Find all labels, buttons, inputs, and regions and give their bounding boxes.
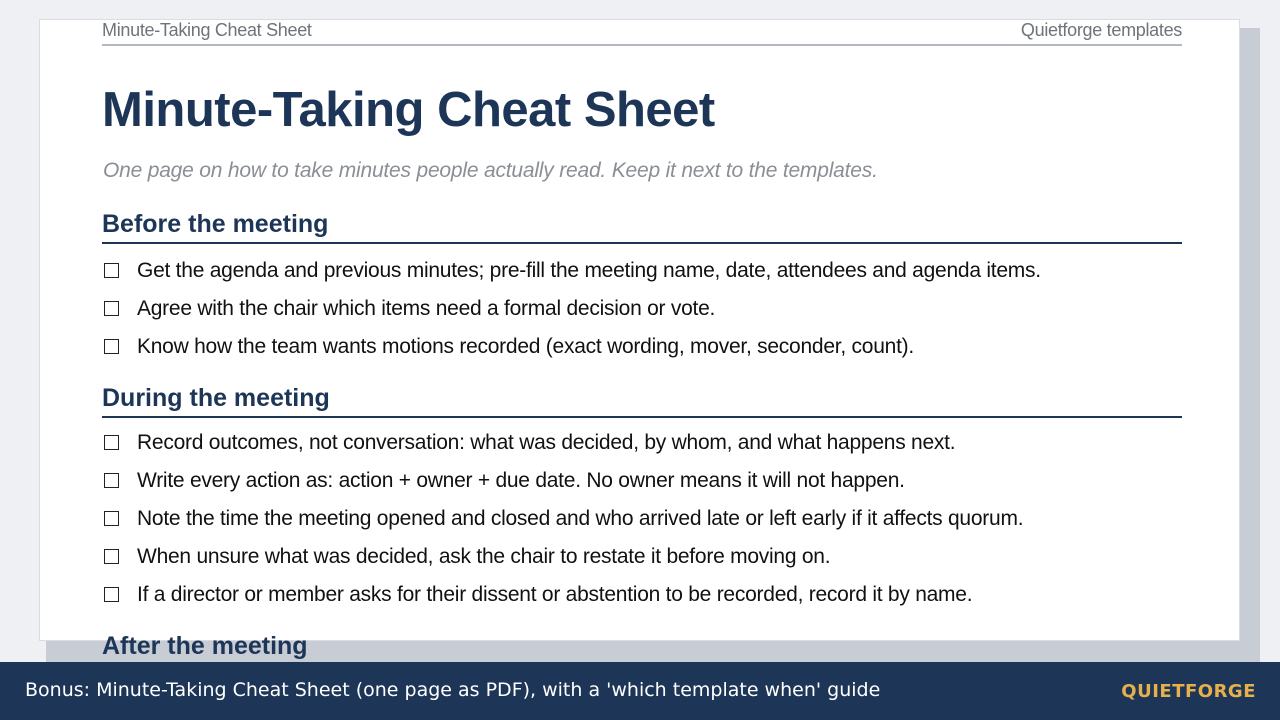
caption-text: Bonus: Minute-Taking Cheat Sheet (one page as PDF), with a 'which template when' guide (25, 679, 881, 701)
brand-logo: QUIETFORGE (1121, 681, 1256, 702)
running-header-title: Minute-Taking Cheat Sheet (102, 20, 312, 40)
checklist-item-text: Agree with the chair which items need a formal decision or vote. (137, 297, 716, 320)
checkbox[interactable] (104, 435, 119, 450)
checklist-item-text: Record outcomes, not conversation: what was decided, by whom, and what happens next. (137, 431, 956, 454)
section-during-meeting (102, 384, 1182, 616)
document-page (39, 19, 1240, 660)
checklist-item-text: Write every action as: action + owner + due date. No owner means it will not happen. (137, 469, 905, 492)
checkbox[interactable] (104, 473, 119, 488)
section-heading: Before the meeting (102, 210, 1182, 244)
checklist-item (102, 540, 1182, 578)
section-before-meeting (102, 210, 1182, 368)
checklist-item-text: Note the time the meeting opened and closed and who arrived late or left early if it affects quorum. (137, 507, 1024, 530)
checklist-item (102, 292, 1182, 330)
page-subtitle: One page on how to take minutes people actually read. Keep it next to the templates. (103, 159, 878, 182)
checklist-item-text: When unsure what was decided, ask the chair to restate it before moving on. (137, 545, 831, 568)
page-title: Minute-Taking Cheat Sheet (102, 83, 715, 137)
running-header (102, 20, 1182, 46)
checklist-item-text: Get the agenda and previous minutes; pre-fill the meeting name, date, attendees and agenda items. (137, 259, 1041, 282)
checklist (102, 254, 1182, 368)
checkbox[interactable] (104, 511, 119, 526)
checklist-item-text: If a director or member asks for their dissent or abstention to be recorded, record it by name. (137, 583, 973, 606)
checklist-item (102, 578, 1182, 616)
checkbox[interactable] (104, 301, 119, 316)
checkbox[interactable] (104, 549, 119, 564)
checklist-item (102, 502, 1182, 540)
checklist-item (102, 254, 1182, 292)
checklist (102, 426, 1182, 616)
checklist-item (102, 330, 1182, 368)
running-header-brand: Quietforge templates (1020, 20, 1182, 40)
checklist-item (102, 426, 1182, 464)
section-heading: During the meeting (102, 384, 1182, 418)
checklist-item-text: Know how the team wants motions recorded (exact wording, mover, seconder, count). (137, 335, 914, 358)
checkbox[interactable] (104, 263, 119, 278)
checklist-item (102, 464, 1182, 502)
checkbox[interactable] (104, 587, 119, 602)
checkbox[interactable] (104, 339, 119, 354)
section-heading: After the meeting (102, 632, 1182, 666)
caption-bar (0, 662, 1280, 720)
section-after-meeting (102, 632, 1182, 666)
